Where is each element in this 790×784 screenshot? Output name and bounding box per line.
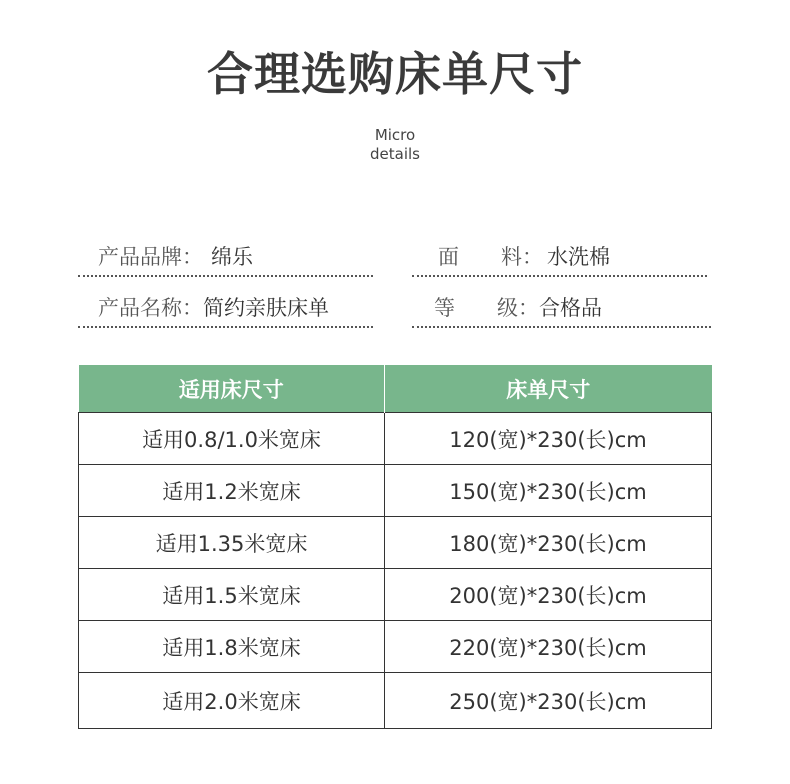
sheet-size-cell: 150(宽)*230(长)cm [385,465,712,517]
grade-value: 合格品 [539,296,602,320]
subtitle-line-2: details [370,145,420,163]
info-row-name [78,288,373,328]
name-value: 简约亲肤床单 [203,296,329,320]
sheet-size-cell: 220(宽)*230(长)cm [385,621,712,673]
table-row [79,569,712,621]
sheet-size-cell: 250(宽)*230(长)cm [385,673,712,729]
header-sheet-size: 床单尺寸 [385,365,712,413]
name-label: 产品名称： [98,296,203,320]
sheet-size-cell: 200(宽)*230(长)cm [385,569,712,621]
fabric-label: 面 料： [438,245,543,269]
info-row-fabric [412,237,707,277]
brand-value: 绵乐 [211,245,253,269]
table-header-row [79,365,712,413]
table-row [79,465,712,517]
table-row [79,621,712,673]
table-row [79,413,712,465]
brand-label: 产品品牌： [98,245,203,269]
table-row [79,517,712,569]
subtitle-line-1: Micro [374,126,416,144]
bed-size-cell: 适用1.5米宽床 [79,569,385,621]
info-row-grade [412,288,711,328]
info-row-brand [78,237,373,277]
bed-size-cell: 适用1.2米宽床 [79,465,385,517]
subtitle [0,126,790,164]
size-table [78,365,712,729]
table-row [79,673,712,729]
bed-size-cell: 适用2.0米宽床 [79,673,385,729]
sheet-size-cell: 120(宽)*230(长)cm [385,413,712,465]
grade-label: 等 级： [434,296,539,320]
bed-size-cell: 适用0.8/1.0米宽床 [79,413,385,465]
page-title: 合理选购床单尺寸 [207,47,583,101]
header-bed-size: 适用床尺寸 [79,365,385,413]
sheet-size-cell: 180(宽)*230(长)cm [385,517,712,569]
bed-size-cell: 适用1.35米宽床 [79,517,385,569]
bed-size-cell: 适用1.8米宽床 [79,621,385,673]
fabric-value: 水洗棉 [547,245,610,269]
